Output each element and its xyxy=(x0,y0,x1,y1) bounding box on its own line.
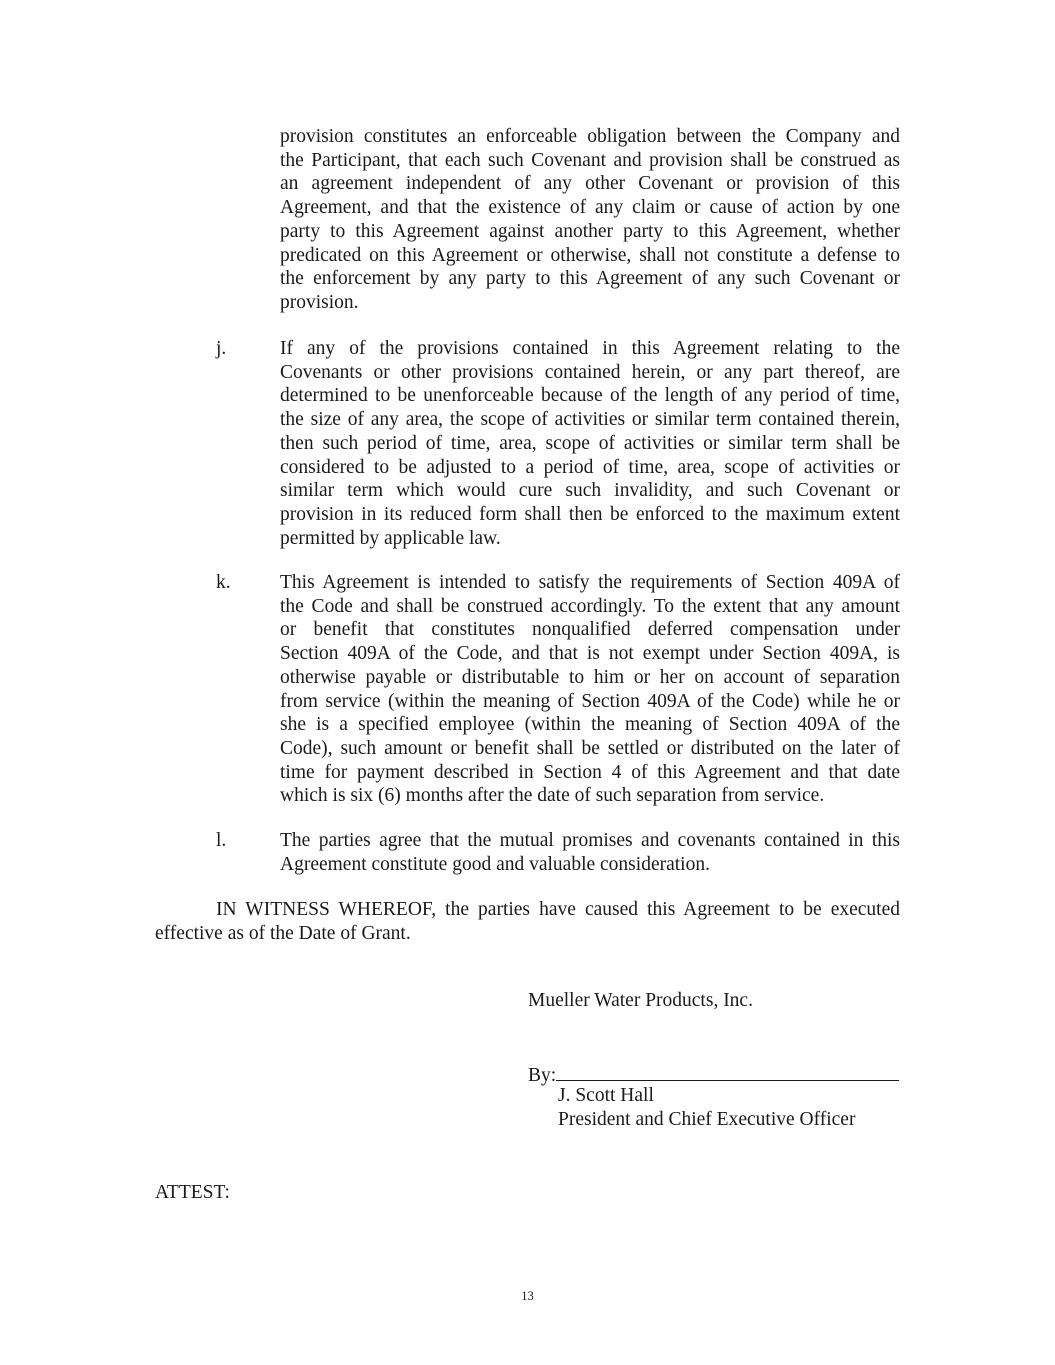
signer-title: President and Chief Executive Officer xyxy=(558,1109,856,1130)
item-label-j: j. xyxy=(216,338,227,359)
text-line: she is a specified employee (within the meaning of Section 409A of the xyxy=(280,714,900,736)
text-line: If any of the provisions contained in this Agreement relating to the xyxy=(280,338,900,359)
witness-line: effective as of the Date of Grant. xyxy=(155,922,411,944)
text-line: Covenants or other provisions contained herein, or any part thereof, are xyxy=(280,361,900,383)
text-line: or benefit that constitutes nonqualified deferred compensation under xyxy=(280,619,900,641)
by-label: By: xyxy=(528,1065,557,1086)
text-line: an agreement independent of any other Covenant or provision of this xyxy=(280,173,900,195)
signature-blank xyxy=(556,1061,899,1081)
witness-line: IN WITNESS WHEREOF, the parties have caused this Agreement to be executed xyxy=(216,899,900,920)
text-line: similar term which would cure such invalidity, and such Covenant or xyxy=(280,480,900,502)
text-line: This Agreement is intended to satisfy the requirements of Section 409A of xyxy=(280,572,900,593)
text-line: Agreement constitute good and valuable consideration. xyxy=(280,853,710,875)
item-l-paragraph xyxy=(280,829,900,876)
text-line: then such period of time, area, scope of activities or similar term shall be xyxy=(280,432,900,454)
company-name: Mueller Water Products, Inc. xyxy=(528,990,753,1011)
text-line: The parties agree that the mutual promises and covenants contained in this xyxy=(280,830,900,851)
text-line: the enforcement by any party to this Agreement of any such Covenant or xyxy=(280,268,900,290)
text-line: Agreement, and that the existence of any claim or cause of action by one xyxy=(280,197,900,219)
text-line: permitted by applicable law. xyxy=(280,527,501,549)
attest-label: ATTEST: xyxy=(155,1182,230,1203)
text-line: the Code and shall be construed accordingly. To the extent that any amount xyxy=(280,595,900,617)
item-label-l: l. xyxy=(216,830,227,851)
text-line: which is six (6) months after the date of such separation from service. xyxy=(280,785,825,807)
signer-name: J. Scott Hall xyxy=(558,1085,654,1106)
text-line: the Participant, that each such Covenant and provision shall be construed as xyxy=(280,149,900,171)
text-line: party to this Agreement against another party to this Agreement, whether xyxy=(280,220,900,242)
witness-paragraph xyxy=(155,898,900,945)
text-line: the size of any area, the scope of activities or similar term contained therein, xyxy=(280,409,900,431)
item-label-k: k. xyxy=(216,572,231,593)
text-line: determined to be unenforceable because of the length of any period of time, xyxy=(280,385,900,407)
text-line: predicated on this Agreement or otherwise, shall not constitute a defense to xyxy=(280,244,900,266)
text-line: time for payment described in Section 4 of this Agreement and that date xyxy=(280,761,900,783)
text-line: provision. xyxy=(280,291,359,313)
page-number: 13 xyxy=(521,1289,534,1303)
text-line: provision in its reduced form shall then be enforced to the maximum extent xyxy=(280,503,900,525)
item-k-paragraph xyxy=(280,571,900,808)
text-line: provision constitutes an enforceable obligation between the Company and xyxy=(280,126,900,147)
text-line: from service (within the meaning of Section 409A of the Code) while he or xyxy=(280,690,900,712)
text-line: Section 409A of the Code, and that is not exempt under Section 409A, is xyxy=(280,643,900,665)
item-j-paragraph xyxy=(280,337,900,550)
text-line: otherwise payable or distributable to him or her on account of separation xyxy=(280,666,900,688)
text-line: Code), such amount or benefit shall be settled or distributed on the later of xyxy=(280,737,900,759)
text-line: considered to be adjusted to a period of time, area, scope of activities or xyxy=(280,456,900,478)
continuation-paragraph xyxy=(280,125,900,315)
